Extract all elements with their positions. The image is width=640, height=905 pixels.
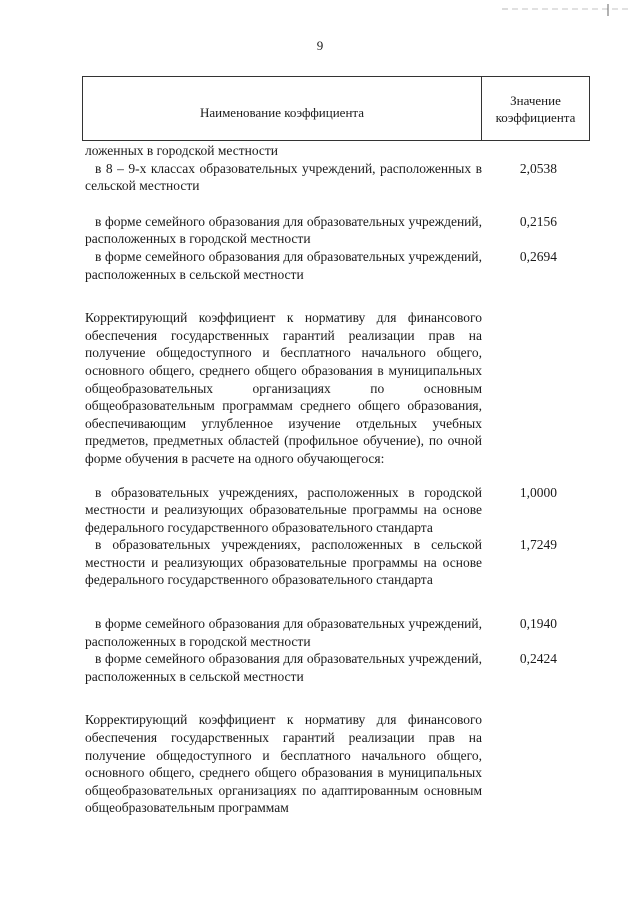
row-value: 0,2424 (519, 651, 557, 667)
row-label: в форме семейного образования для образовательных учреждений, расположенных в сельской местности (85, 248, 482, 282)
table-row (85, 248, 585, 283)
row-value: 0,2694 (519, 248, 557, 264)
row-value: 1,0000 (519, 484, 557, 500)
row-value: 1,7249 (519, 537, 557, 553)
table-row (85, 142, 585, 160)
table-row (85, 213, 585, 248)
table-header (82, 76, 590, 141)
table-row (85, 650, 585, 685)
table-row (85, 484, 585, 537)
table-row (85, 711, 585, 817)
row-label: в образовательных учреждениях, расположенных в городской местности и реализующих образовательные программы на основе федерального государственного образовательного стандарта (85, 484, 482, 535)
row-label: Корректирующий коэффициент к нормативу для финансового обеспечения государственных гарантий реализации прав на получение общедоступного и бесплатного начального общего, основного общего, среднего общего образования в муниципальных общеобразовательных организациях по адаптированным основным общеобразовательным программам (85, 712, 482, 816)
page-number: 9 (316, 38, 324, 53)
table-row (85, 615, 585, 650)
row-label: в форме семейного образования для образовательных учреждений, расположенных в сельской местности (85, 651, 482, 684)
row-label: в 8 – 9-х классах образовательных учреждений, расположенных в сельской местности (85, 160, 482, 194)
row-label: в образовательных учреждениях, расположенных в сельской местности и реализующих образовательные программы на основе федерального государственного образовательного стандарта (85, 537, 482, 588)
table-row (85, 160, 585, 195)
table-row (85, 536, 585, 589)
table-row (85, 309, 585, 467)
row-value: 0,2156 (519, 213, 557, 229)
row-value: 0,1940 (519, 616, 557, 632)
header-name-column: Наименование коэффициента (83, 77, 482, 140)
row-label: в форме семейного образования для образовательных учреждений, расположенных в городской местности (85, 616, 482, 649)
coefficient-table-body (85, 142, 585, 817)
row-label: в форме семейного образования для образовательных учреждений, расположенных в городской местности (85, 213, 482, 247)
row-label: Корректирующий коэффициент к нормативу для финансового обеспечения государственных гарантий реализации прав на получение общедоступного и бесплатного начального общего, основного общего, среднего общего образования в муниципальных общеобразовательных организациях по основным общеобразовательным программам среднего общего образования, обеспечивающим углубленное изучение отдельных учебных предметов, предметных областей (профильное обучение), по очной форме обучения в расчете на одного обучающегося: (85, 310, 482, 466)
row-value: 2,0538 (519, 160, 557, 176)
scan-artifact-marks (432, 4, 632, 18)
row-label: ложенных в городской местности (85, 143, 279, 158)
header-value-column: Значение коэффициента (495, 92, 576, 125)
